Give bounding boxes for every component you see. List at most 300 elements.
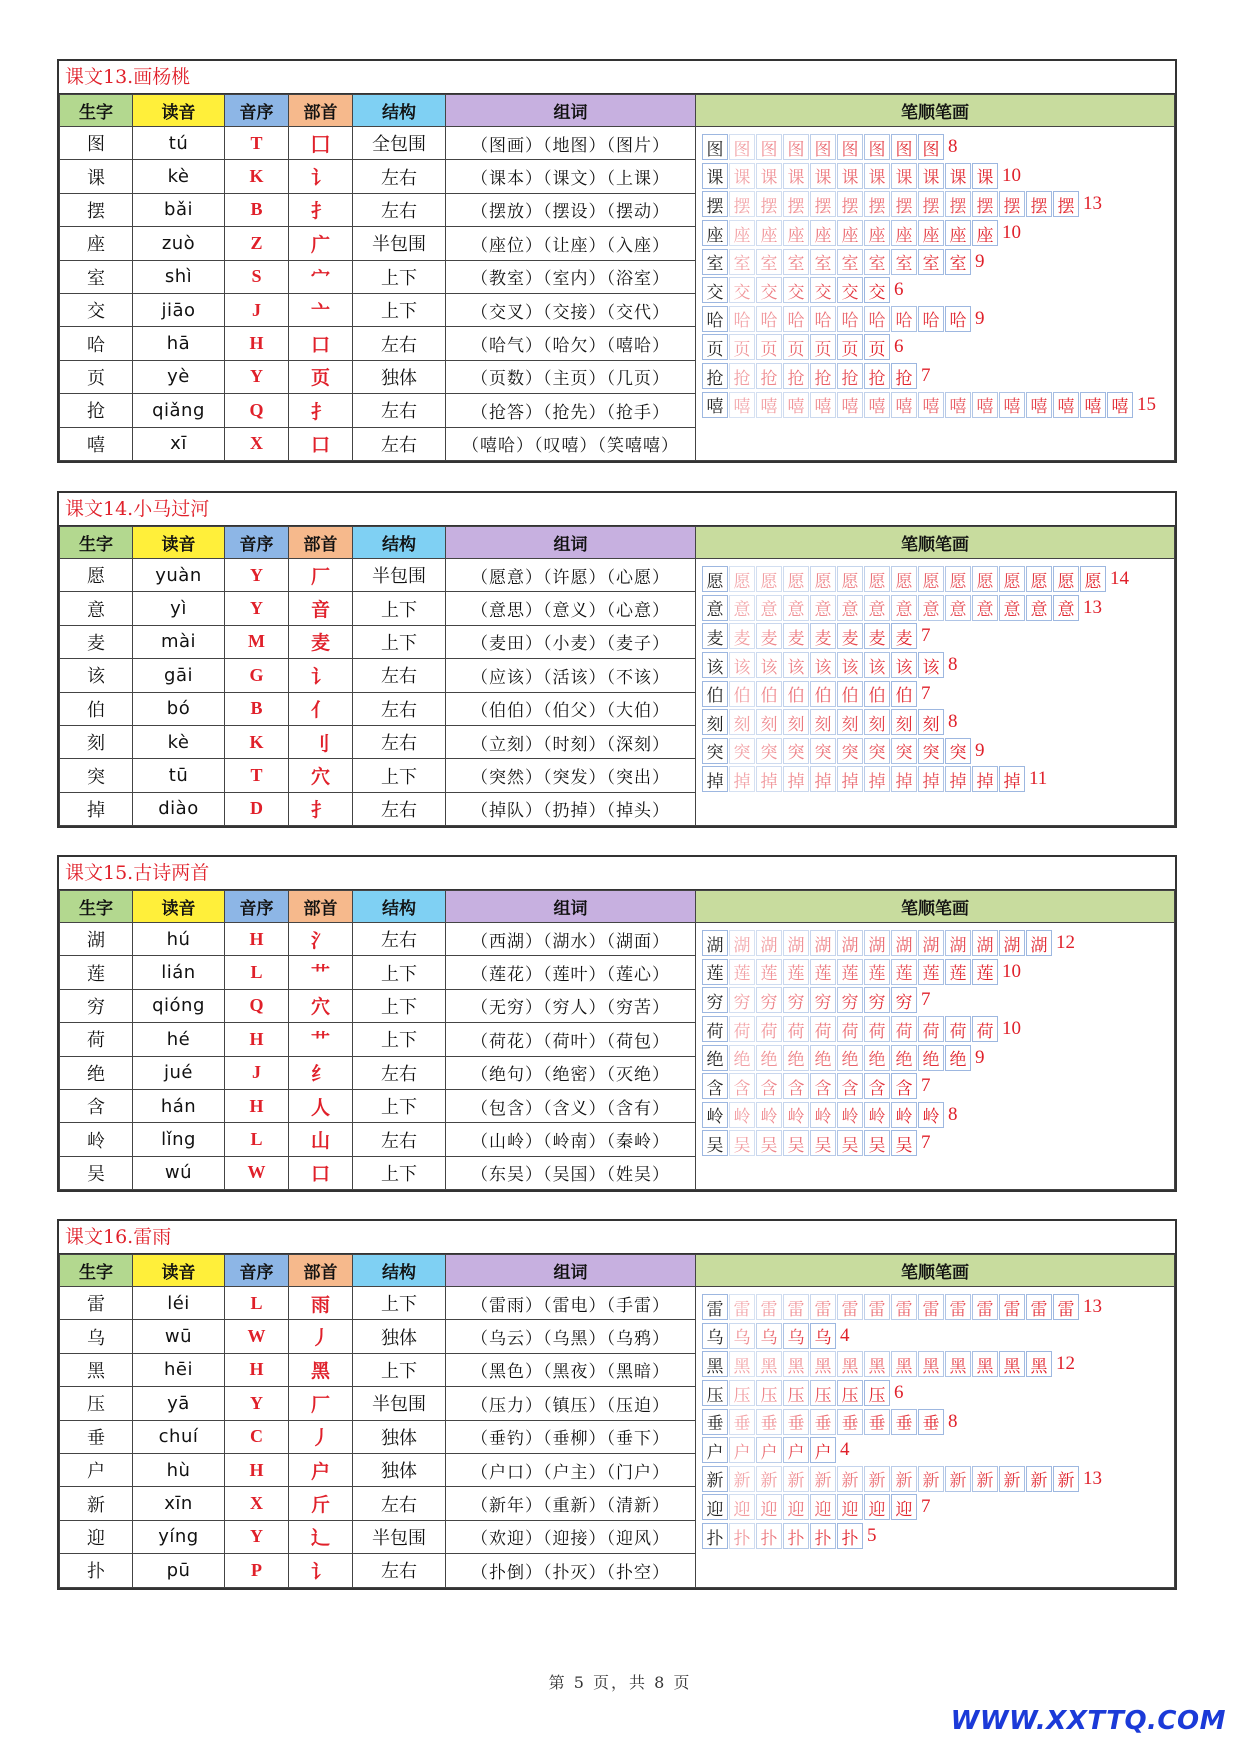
radical-cell: 黑	[289, 1353, 353, 1386]
char-cell: 摆	[60, 193, 133, 226]
stroke-step-box: 绝	[783, 1045, 809, 1071]
stroke-step-box: 嘻	[756, 392, 782, 418]
char-cell: 岭	[60, 1123, 133, 1156]
radical-cell: 广	[289, 227, 353, 260]
stroke-row	[702, 1129, 1172, 1158]
stroke-step-box: 图	[918, 134, 944, 160]
stroke-step-box: 湖	[918, 930, 944, 956]
stroke-step-box: 愿	[972, 566, 998, 592]
pinyin-cell: wú	[133, 1156, 225, 1189]
structure-cell: 半包围	[353, 227, 446, 260]
stroke-char-box: 黑	[702, 1351, 728, 1377]
header-strokes: 笔顺笔画	[696, 95, 1175, 127]
stroke-step-box: 湖	[837, 930, 863, 956]
pinyin-cell: yì	[133, 592, 225, 625]
stroke-char-box: 扑	[702, 1523, 728, 1549]
stroke-count: 12	[1056, 1353, 1075, 1375]
stroke-step-box: 垂	[864, 1409, 890, 1435]
stroke-step-box: 荷	[783, 1016, 809, 1042]
stroke-step-box: 新	[1053, 1466, 1079, 1492]
header-words: 组词	[446, 95, 696, 127]
stroke-step-box: 嘻	[864, 392, 890, 418]
stroke-count: 7	[921, 625, 931, 647]
header-radical: 部首	[289, 891, 353, 923]
header-structure: 结构	[353, 1255, 446, 1287]
stroke-char-box: 哈	[702, 306, 728, 332]
pinyin-cell: hán	[133, 1089, 225, 1122]
header-row	[60, 527, 1175, 559]
stroke-char-box: 吴	[702, 1130, 728, 1156]
char-cell: 新	[60, 1487, 133, 1520]
structure-cell: 左右	[353, 923, 446, 956]
stroke-step-box: 荷	[864, 1016, 890, 1042]
radical-cell: 扌	[289, 394, 353, 427]
structure-cell: 左右	[353, 659, 446, 692]
stroke-step-box: 新	[783, 1466, 809, 1492]
order-cell: C	[225, 1420, 289, 1453]
order-cell: L	[225, 1123, 289, 1156]
pinyin-cell: shì	[133, 260, 225, 293]
stroke-step-box: 页	[864, 334, 890, 360]
char-cell: 湖	[60, 923, 133, 956]
stroke-char-box: 户	[702, 1437, 728, 1463]
words-cell: （座位）（让座）（入座）	[446, 227, 696, 260]
stroke-step-box: 新	[729, 1466, 755, 1492]
structure-cell: 上下	[353, 293, 446, 326]
stroke-step-box: 摆	[972, 191, 998, 217]
stroke-row	[702, 1101, 1172, 1130]
stroke-step-box: 座	[783, 220, 809, 246]
stroke-step-box: 图	[756, 134, 782, 160]
stroke-step-box: 座	[729, 220, 755, 246]
stroke-step-box: 室	[837, 249, 863, 275]
char-cell: 吴	[60, 1156, 133, 1189]
stroke-step-box: 扑	[783, 1523, 809, 1549]
stroke-step-box: 莲	[729, 959, 755, 985]
stroke-char-box: 意	[702, 595, 728, 621]
stroke-step-box: 掉	[918, 766, 944, 792]
stroke-char-box: 湖	[702, 930, 728, 956]
pinyin-cell: yíng	[133, 1520, 225, 1553]
order-cell: T	[225, 127, 289, 160]
header-structure: 结构	[353, 527, 446, 559]
order-cell: X	[225, 1487, 289, 1520]
stroke-count: 4	[840, 1324, 850, 1346]
stroke-step-box: 岭	[756, 1102, 782, 1128]
radical-cell: 纟	[289, 1056, 353, 1089]
stroke-step-box: 莲	[756, 959, 782, 985]
stroke-step-box: 图	[864, 134, 890, 160]
stroke-step-box: 意	[972, 595, 998, 621]
structure-cell: 上下	[353, 260, 446, 293]
stroke-step-box: 嘻	[999, 392, 1025, 418]
stroke-step-box: 湖	[729, 930, 755, 956]
stroke-step-box: 湖	[864, 930, 890, 956]
stroke-step-box: 穷	[810, 987, 836, 1013]
stroke-step-box: 黑	[837, 1351, 863, 1377]
words-cell: （压力）（镇压）（压迫）	[446, 1387, 696, 1420]
stroke-step-box: 意	[783, 595, 809, 621]
header-strokes: 笔顺笔画	[696, 527, 1175, 559]
structure-cell: 左右	[353, 160, 446, 193]
stroke-step-box: 页	[810, 334, 836, 360]
stroke-step-box: 嘻	[1053, 392, 1079, 418]
radical-cell: 穴	[289, 989, 353, 1022]
stroke-row	[702, 594, 1172, 623]
order-cell: S	[225, 260, 289, 293]
words-cell: （雷雨）（雷电）（手雷）	[446, 1287, 696, 1320]
radical-cell: 音	[289, 592, 353, 625]
stroke-step-box: 嘻	[1080, 392, 1106, 418]
lesson-16	[57, 1219, 1177, 1590]
stroke-step-box: 扑	[837, 1523, 863, 1549]
radical-cell: 户	[289, 1453, 353, 1486]
stroke-step-box: 垂	[810, 1409, 836, 1435]
header-order: 音序	[225, 527, 289, 559]
header-char: 生字	[60, 527, 133, 559]
stroke-char-box: 麦	[702, 623, 728, 649]
stroke-count: 11	[1029, 768, 1048, 790]
stroke-step-box: 穷	[891, 987, 917, 1013]
header-words: 组词	[446, 1255, 696, 1287]
pinyin-cell: qiǎng	[133, 394, 225, 427]
stroke-count: 8	[948, 654, 958, 676]
stroke-step-box: 哈	[837, 306, 863, 332]
stroke-row	[702, 1350, 1172, 1379]
table-row	[60, 1287, 1175, 1320]
stroke-row	[702, 1493, 1172, 1522]
header-radical: 部首	[289, 527, 353, 559]
char-cell: 刻	[60, 725, 133, 758]
order-cell: H	[225, 327, 289, 360]
stroke-step-box: 绝	[945, 1045, 971, 1071]
stroke-step-box: 交	[783, 277, 809, 303]
stroke-step-box: 意	[1053, 595, 1079, 621]
stroke-char-box: 座	[702, 220, 728, 246]
char-cell: 伯	[60, 692, 133, 725]
order-cell: W	[225, 1320, 289, 1353]
stroke-step-box: 课	[864, 163, 890, 189]
table-row	[60, 559, 1175, 592]
structure-cell: 半包围	[353, 1520, 446, 1553]
stroke-step-box: 意	[837, 595, 863, 621]
stroke-step-box: 麦	[783, 623, 809, 649]
words-cell: （垂钓）（垂柳）（垂下）	[446, 1420, 696, 1453]
radical-cell: 亻	[289, 692, 353, 725]
stroke-count: 9	[975, 739, 985, 761]
stroke-step-box: 突	[864, 738, 890, 764]
structure-cell: 左右	[353, 394, 446, 427]
stroke-step-box: 课	[891, 163, 917, 189]
stroke-step-box: 户	[729, 1437, 755, 1463]
stroke-step-box: 刻	[756, 709, 782, 735]
stroke-step-box: 吴	[783, 1130, 809, 1156]
stroke-step-box: 含	[783, 1073, 809, 1099]
stroke-count: 10	[1002, 960, 1021, 982]
stroke-step-box: 迎	[756, 1494, 782, 1520]
stroke-step-box: 摆	[918, 191, 944, 217]
stroke-step-box: 雷	[999, 1294, 1025, 1320]
words-cell: （掉队）（扔掉）（掉头）	[446, 792, 696, 825]
stroke-char-box: 莲	[702, 959, 728, 985]
stroke-step-box: 意	[864, 595, 890, 621]
stroke-step-box: 吴	[729, 1130, 755, 1156]
stroke-step-box: 愿	[1026, 566, 1052, 592]
char-cell: 页	[60, 360, 133, 393]
stroke-step-box: 垂	[837, 1409, 863, 1435]
stroke-step-box: 垂	[891, 1409, 917, 1435]
stroke-step-box: 雷	[864, 1294, 890, 1320]
stroke-row	[702, 765, 1172, 794]
stroke-step-box: 愿	[810, 566, 836, 592]
stroke-step-box: 吴	[837, 1130, 863, 1156]
stroke-step-box: 湖	[756, 930, 782, 956]
stroke-step-box: 黑	[756, 1351, 782, 1377]
stroke-step-box: 麦	[756, 623, 782, 649]
stroke-step-box: 嘻	[783, 392, 809, 418]
stroke-step-box: 含	[891, 1073, 917, 1099]
stroke-char-box: 页	[702, 334, 728, 360]
radical-cell: 斤	[289, 1487, 353, 1520]
stroke-step-box: 交	[864, 277, 890, 303]
stroke-count: 13	[1083, 193, 1102, 215]
structure-cell: 全包围	[353, 127, 446, 160]
char-cell: 交	[60, 293, 133, 326]
order-cell: D	[225, 792, 289, 825]
stroke-count: 6	[894, 279, 904, 301]
stroke-row	[702, 219, 1172, 248]
header-structure: 结构	[353, 95, 446, 127]
stroke-step-box: 突	[729, 738, 755, 764]
pinyin-cell: kè	[133, 725, 225, 758]
header-pinyin: 读音	[133, 1255, 225, 1287]
pinyin-cell: chuí	[133, 1420, 225, 1453]
pinyin-cell: kè	[133, 160, 225, 193]
stroke-row	[702, 1522, 1172, 1551]
stroke-step-box: 哈	[918, 306, 944, 332]
pinyin-cell: bǎi	[133, 193, 225, 226]
stroke-step-box: 掉	[810, 766, 836, 792]
stroke-step-box: 新	[1026, 1466, 1052, 1492]
header-order: 音序	[225, 891, 289, 923]
radical-cell: 麦	[289, 625, 353, 658]
stroke-count: 4	[840, 1439, 850, 1461]
stroke-step-box: 新	[810, 1466, 836, 1492]
stroke-step-box: 该	[756, 652, 782, 678]
lesson-title: 课文15.古诗两首	[59, 857, 1175, 890]
stroke-step-box: 掉	[729, 766, 755, 792]
char-cell: 迎	[60, 1520, 133, 1553]
header-pinyin: 读音	[133, 891, 225, 923]
pinyin-cell: jiāo	[133, 293, 225, 326]
words-cell: （户口）（户主）（门户）	[446, 1453, 696, 1486]
char-cell: 户	[60, 1453, 133, 1486]
header-radical: 部首	[289, 95, 353, 127]
words-cell: （页数）（主页）（几页）	[446, 360, 696, 393]
strokes-panel	[696, 559, 1175, 826]
stroke-count: 13	[1083, 1296, 1102, 1318]
stroke-step-box: 莲	[783, 959, 809, 985]
stroke-step-box: 掉	[945, 766, 971, 792]
vocab-table	[59, 1254, 1175, 1588]
header-char: 生字	[60, 95, 133, 127]
stroke-step-box: 掉	[756, 766, 782, 792]
stroke-step-box: 意	[945, 595, 971, 621]
structure-cell: 上下	[353, 1353, 446, 1386]
words-cell: （立刻）（时刻）（深刻）	[446, 725, 696, 758]
radical-cell: 口	[289, 427, 353, 460]
radical-cell: 刂	[289, 725, 353, 758]
stroke-step-box: 荷	[972, 1016, 998, 1042]
stroke-char-box: 岭	[702, 1102, 728, 1128]
stroke-step-box: 荷	[810, 1016, 836, 1042]
stroke-step-box: 乌	[756, 1323, 782, 1349]
stroke-step-box: 嘻	[810, 392, 836, 418]
structure-cell: 左右	[353, 1487, 446, 1520]
stroke-step-box: 突	[945, 738, 971, 764]
stroke-step-box: 摆	[729, 191, 755, 217]
header-pinyin: 读音	[133, 527, 225, 559]
stroke-step-box: 室	[756, 249, 782, 275]
stroke-step-box: 新	[945, 1466, 971, 1492]
stroke-row	[702, 1072, 1172, 1101]
stroke-row	[702, 737, 1172, 766]
stroke-step-box: 刻	[837, 709, 863, 735]
stroke-step-box: 意	[810, 595, 836, 621]
stroke-step-box: 愿	[756, 566, 782, 592]
stroke-step-box: 愿	[1053, 566, 1079, 592]
stroke-step-box: 抢	[837, 363, 863, 389]
stroke-step-box: 摆	[756, 191, 782, 217]
header-row	[60, 95, 1175, 127]
pinyin-cell: hēi	[133, 1353, 225, 1386]
stroke-step-box: 吴	[756, 1130, 782, 1156]
stroke-step-box: 抢	[729, 363, 755, 389]
stroke-step-box: 室	[810, 249, 836, 275]
stroke-step-box: 迎	[810, 1494, 836, 1520]
stroke-step-box: 伯	[810, 681, 836, 707]
stroke-step-box: 愿	[945, 566, 971, 592]
order-cell: G	[225, 659, 289, 692]
stroke-char-box: 掉	[702, 766, 728, 792]
stroke-char-box: 抢	[702, 363, 728, 389]
stroke-step-box: 迎	[837, 1494, 863, 1520]
order-cell: Q	[225, 989, 289, 1022]
header-radical: 部首	[289, 1255, 353, 1287]
stroke-step-box: 交	[729, 277, 755, 303]
stroke-step-box: 岭	[810, 1102, 836, 1128]
stroke-char-box: 图	[702, 134, 728, 160]
lesson-13	[57, 59, 1177, 463]
stroke-step-box: 岭	[837, 1102, 863, 1128]
order-cell: H	[225, 1453, 289, 1486]
words-cell: （突然）（突发）（突出）	[446, 759, 696, 792]
stroke-step-box: 雷	[972, 1294, 998, 1320]
stroke-char-box: 绝	[702, 1045, 728, 1071]
stroke-char-box: 雷	[702, 1294, 728, 1320]
stroke-row	[702, 1436, 1172, 1465]
stroke-row	[702, 247, 1172, 276]
stroke-step-box: 室	[729, 249, 755, 275]
char-cell: 愿	[60, 559, 133, 592]
stroke-step-box: 黑	[999, 1351, 1025, 1377]
stroke-step-box: 交	[837, 277, 863, 303]
stroke-count: 8	[948, 136, 958, 158]
stroke-row	[702, 651, 1172, 680]
stroke-step-box: 刻	[783, 709, 809, 735]
stroke-count: 7	[921, 1496, 931, 1518]
stroke-step-box: 该	[810, 652, 836, 678]
header-row	[60, 891, 1175, 923]
pinyin-cell: gāi	[133, 659, 225, 692]
structure-cell: 上下	[353, 592, 446, 625]
order-cell: Y	[225, 592, 289, 625]
stroke-row	[702, 1322, 1172, 1351]
stroke-step-box: 莲	[918, 959, 944, 985]
structure-cell: 上下	[353, 1156, 446, 1189]
pinyin-cell: hé	[133, 1023, 225, 1056]
stroke-step-box: 雷	[837, 1294, 863, 1320]
char-cell: 莲	[60, 956, 133, 989]
stroke-step-box: 刻	[810, 709, 836, 735]
stroke-step-box: 户	[756, 1437, 782, 1463]
radical-cell: 雨	[289, 1287, 353, 1320]
stroke-step-box: 莲	[837, 959, 863, 985]
stroke-step-box: 嘻	[837, 392, 863, 418]
stroke-char-box: 荷	[702, 1016, 728, 1042]
words-cell: （乌云）（乌黑）（乌鸦）	[446, 1320, 696, 1353]
radical-cell: 艹	[289, 956, 353, 989]
vocab-table	[59, 94, 1175, 461]
stroke-char-box: 垂	[702, 1409, 728, 1435]
stroke-row	[702, 333, 1172, 362]
stroke-row	[702, 276, 1172, 305]
header-structure: 结构	[353, 891, 446, 923]
radical-cell: 扌	[289, 193, 353, 226]
pinyin-cell: hú	[133, 923, 225, 956]
char-cell: 意	[60, 592, 133, 625]
stroke-step-box: 垂	[783, 1409, 809, 1435]
stroke-step-box: 绝	[729, 1045, 755, 1071]
header-words: 组词	[446, 527, 696, 559]
structure-cell: 左右	[353, 1056, 446, 1089]
order-cell: H	[225, 923, 289, 956]
stroke-step-box: 荷	[837, 1016, 863, 1042]
stroke-step-box: 含	[756, 1073, 782, 1099]
structure-cell: 独体	[353, 1320, 446, 1353]
pinyin-cell: hù	[133, 1453, 225, 1486]
radical-cell: 页	[289, 360, 353, 393]
vocab-table	[59, 526, 1175, 826]
stroke-step-box: 黑	[729, 1351, 755, 1377]
order-cell: J	[225, 1056, 289, 1089]
lesson-14	[57, 491, 1177, 828]
stroke-step-box: 莲	[864, 959, 890, 985]
stroke-step-box: 含	[810, 1073, 836, 1099]
stroke-row	[702, 1015, 1172, 1044]
stroke-count: 6	[894, 336, 904, 358]
stroke-char-box: 穷	[702, 987, 728, 1013]
stroke-row	[702, 1293, 1172, 1322]
stroke-step-box: 愿	[837, 566, 863, 592]
char-cell: 荷	[60, 1023, 133, 1056]
stroke-char-box: 摆	[702, 191, 728, 217]
stroke-step-box: 意	[1026, 595, 1052, 621]
stroke-step-box: 扑	[810, 1523, 836, 1549]
stroke-count: 8	[948, 711, 958, 733]
header-strokes: 笔顺笔画	[696, 1255, 1175, 1287]
stroke-step-box: 岭	[891, 1102, 917, 1128]
